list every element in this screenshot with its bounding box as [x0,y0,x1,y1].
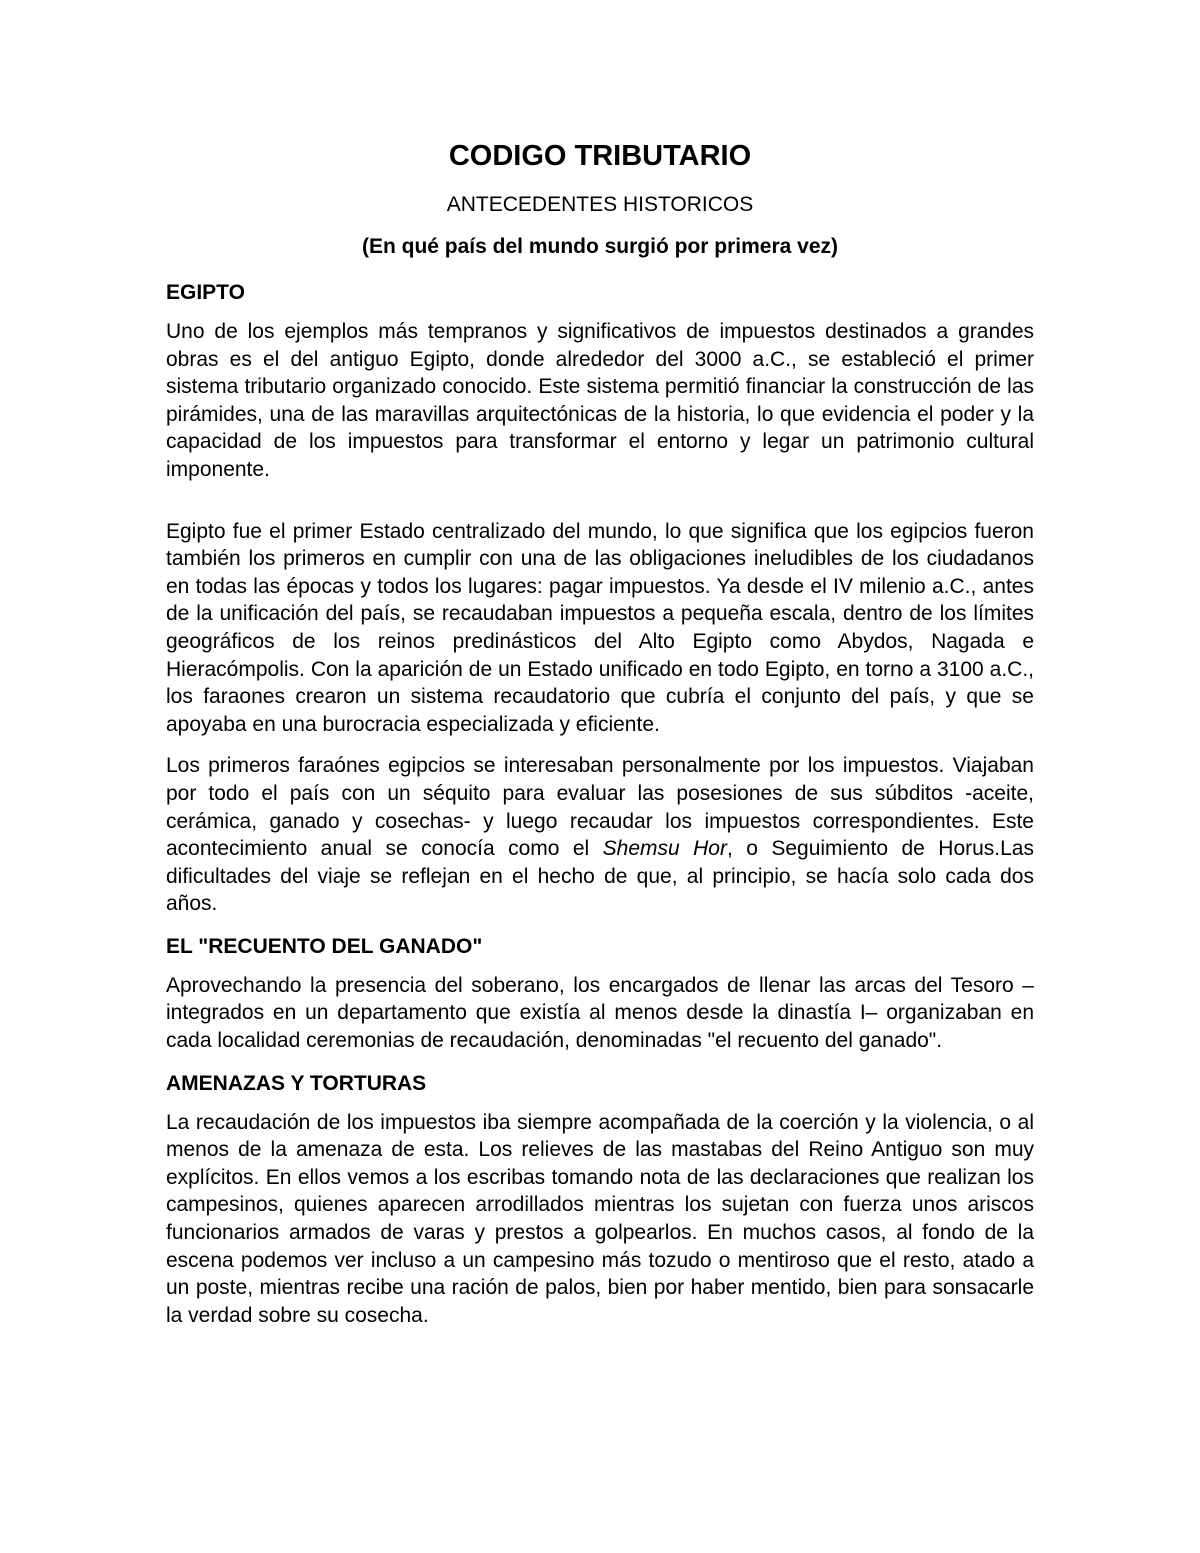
paragraph-text: Los primeros faraónes egipcios se interesaban personalmente por los impuestos. Viajaban por todo el país con un séquito para evaluar las posesiones de sus súbditos -aceite, cerámica, ganado y cosechas- y luego recaudar los impuestos correspondientes. Este acontecimiento anual se conocía como el [166,754,1034,861]
document-title: CODIGO TRIBUTARIO [448,140,752,172]
paragraph: Aprovechando la presencia del soberano, los encargados de llenar las arcas del Tesoro –integrados en un departamento que existía al menos desde la dinastía I– organizaban en cada localidad ceremonias de recaudación, denominadas "el recuento del ganado". [166,973,1034,1053]
document-question: (En qué país del mundo surgió por primera vez) [361,235,839,258]
document-subtitle: ANTECEDENTES HISTORICOS [446,193,754,216]
paragraph: La recaudación de los impuestos iba siempre acompañada de la coerción y la violencia, o al menos de la amenaza de esta. Los relieves de las mastabas del Reino Antiguo son muy explícitos. En ellos vemos a los escribas tomando nota de las declaraciones que realizan los campesinos, quienes aparecen arrodillados mientras los sujetan con fuerza unos ariscos funcionarios armados de varas y prestos a golpearlos. En muchos casos, al fondo de la escena podemos ver incluso a un campesino más tozudo o mentiroso que el resto, atado a un poste, mientras recibe una ración de palos, bien por haber mentido, bien para sonsacarle la verdad sobre su cosecha. [166,1110,1034,1327]
section-heading-amenazas: AMENAZAS Y TORTURAS [166,1071,427,1095]
section-heading-recuento: EL "RECUENTO DEL GANADO" [166,934,483,958]
section-heading-egipto: EGIPTO [166,281,245,304]
paragraph: Egipto fue el primer Estado centralizado del mundo, lo que significa que los egipcios fueron también los primeros en cumplir con una de las obligaciones ineludibles de los ciudadanos en todas las épocas y todos los lugares: pagar impuestos. Ya desde el IV milenio a.C., antes de la unificación del país, se recaudaban impuestos a pequeña escala, dentro de los límites geográficos de los reinos predinásticos del Alto Egipto como Abydos, Nagada e Hieracómpolis. Con la aparición de un Estado unificado en todo Egipto, en torno a 3100 a.C., los faraones crearon un sistema recaudatorio que cubría el conjunto del país, y que se apoyaba en una burocracia especializada y eficiente. [166,519,1034,736]
paragraph [166,752,1034,918]
italic-term: Shemsu Hor [602,837,727,861]
paragraph-text: , o Seguimiento de Horus.Las dificultades del viaje se reflejan en el hecho de que, al principio, se hacía solo cada dos años. [166,837,1034,916]
document-page [166,136,1034,1343]
paragraph: Uno de los ejemplos más tempranos y significativos de impuestos destinados a grandes obras es el del antiguo Egipto, donde alrededor del 3000 a.C., se estableció el primer sistema tributario organizado conocido. Este sistema permitió financiar la construcción de las pirámides, una de las maravillas arquitectónicas de la historia, lo que evidencia el poder y la capacidad de los impuestos para transformar el entorno y legar un patrimonio cultural imponente. [166,320,1034,481]
